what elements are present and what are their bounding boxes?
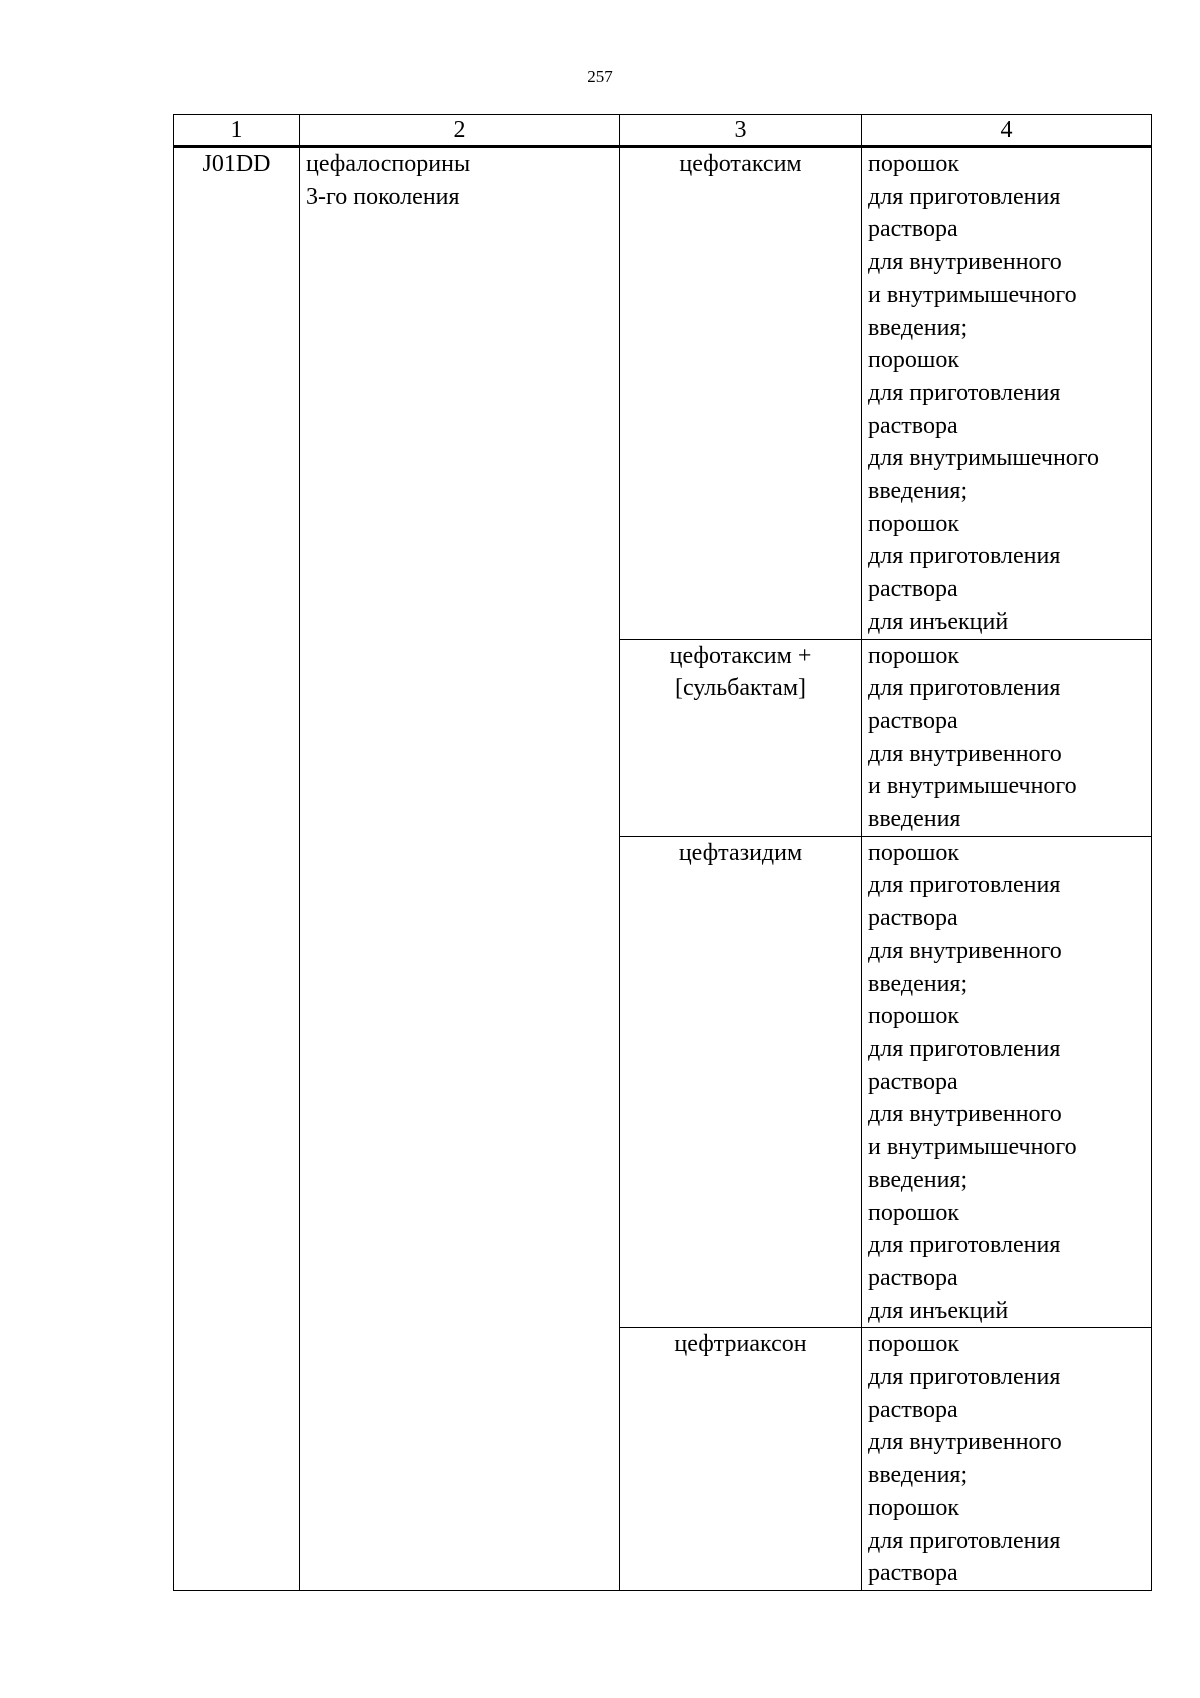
drug-name-cell [620,639,862,836]
drug-name-cell [620,147,862,640]
dosage-form-line: раствора [868,216,958,243]
column-header-2: 2 [300,115,620,147]
dosage-form-line: введения; [868,478,968,505]
dosage-form-line: для инъекций [868,1297,1009,1324]
dosage-form-line: для инъекций [868,608,1009,635]
dosage-form-line: для внутримышечного [868,445,1100,472]
dosage-form-line: введения; [868,1166,968,1193]
drug-name-line: цефотаксим [679,151,802,177]
dosage-form-line: для приготовления [868,1527,1061,1554]
drug-group-line: 3-го поколения [306,183,460,210]
drug-name-line: цефотаксим + [669,642,812,669]
dosage-form-cell [862,1328,1152,1591]
dosage-form-line: введения; [868,314,968,341]
drug-table [173,114,1152,1591]
dosage-form-line: раствора [868,412,958,439]
dosage-form-cell [862,836,1152,1328]
dosage-form-line: порошок [868,347,959,374]
dosage-form-line: для внутривенного [868,740,1062,767]
column-header-1: 1 [174,115,300,147]
dosage-form-line: введения; [868,1462,968,1489]
dosage-form-line: для приготовления [868,1035,1061,1062]
dosage-form-line: порошок [868,839,959,866]
drug-name-cell [620,836,862,1328]
dosage-form-line: для приготовления [868,872,1061,899]
dosage-form-line: введения; [868,970,968,997]
dosage-form-line: раствора [868,576,958,603]
drug-group-line: цефалоспорины [306,151,471,177]
dosage-form-line: для внутривенного [868,937,1062,964]
drug-name-line: цефтазидим [678,839,803,866]
dosage-form-line: для приготовления [868,675,1061,702]
dosage-form-line: введения [868,806,961,833]
atc-code-cell [174,147,300,1591]
dosage-form-line: для приготовления [868,1232,1061,1259]
dosage-form-cell [862,639,1152,836]
drug-name-cell [620,1328,862,1591]
drug-group-cell [300,147,620,1591]
dosage-form-line: порошок [868,1331,959,1358]
dosage-form-line: для приготовления [868,1364,1061,1391]
column-header-4: 4 [862,115,1152,147]
dosage-form-line: для приготовления [868,379,1061,406]
dosage-form-line: раствора [868,905,958,932]
dosage-form-line: раствора [868,1264,958,1291]
dosage-form-line: раствора [868,707,958,734]
dosage-form-line: для приготовления [868,183,1061,210]
atc-code: J01DD [202,151,271,177]
dosage-form-line: для внутривенного [868,249,1062,276]
dosage-form-line: порошок [868,1199,959,1226]
dosage-form-line: для внутривенного [868,1101,1062,1128]
dosage-form-line: и внутримышечного [868,1134,1077,1161]
page-number: 257 [587,67,613,86]
table-header-row [174,115,1152,147]
dosage-form-line: порошок [868,642,959,669]
drug-name-line: [сульбактам] [674,675,806,702]
dosage-form-line: порошок [868,1003,959,1030]
dosage-form-line: порошок [868,510,959,537]
drug-name-line: цефтриаксон [674,1331,807,1358]
column-header-3: 3 [620,115,862,147]
dosage-form-line: раствора [868,1396,958,1423]
dosage-form-line: для приготовления [868,543,1061,570]
dosage-form-line: порошок [868,151,959,177]
dosage-form-line: раствора [868,1560,958,1587]
dosage-form-line: и внутримышечного [868,281,1077,308]
dosage-form-line: раствора [868,1068,958,1095]
dosage-form-line: и внутримышечного [868,773,1077,800]
dosage-form-line: порошок [868,1494,959,1521]
table-row [174,147,1152,640]
dosage-form-cell [862,147,1152,640]
dosage-form-line: для внутривенного [868,1429,1062,1456]
